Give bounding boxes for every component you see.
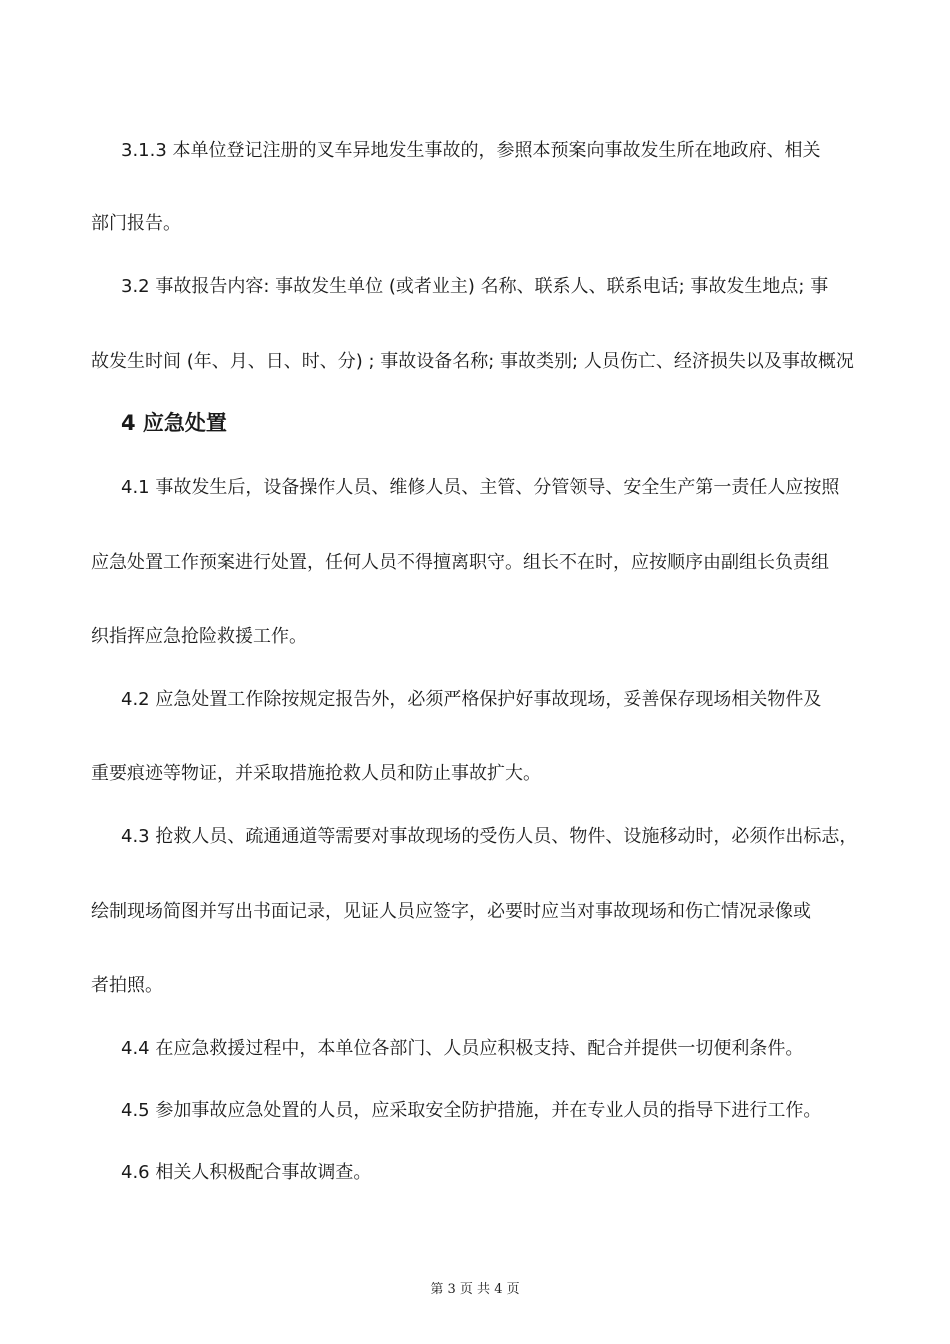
page-number-footer: 第 3 页 共 4 页 xyxy=(430,1282,520,1297)
paragraph-4-3-line-2: 绘制现场简图并写出书面记录，见证人员应签字，必要时应当对事故现场和伤亡情况录像或 xyxy=(91,901,811,922)
paragraph-4-2-line-2: 重要痕迹等物证，并采取措施抢救人员和防止事故扩大。 xyxy=(91,763,541,784)
paragraph-3-2-line-1: 3.2 事故报告内容: 事故发生单位 (或者业主) 名称、联系人、联系电话; 事故发生地点; 事 xyxy=(121,276,829,297)
paragraph-3-1-3-line-1: 3.1.3 本单位登记注册的叉车异地发生事故的，参照本预案向事故发生所在地政府、相关 xyxy=(121,140,821,161)
paragraph-4-5: 4.5 参加事故应急处置的人员，应采取安全防护措施，并在专业人员的指导下进行工作。 xyxy=(121,1100,822,1121)
paragraph-4-2-line-1: 4.2 应急处置工作除按规定报告外，必须严格保护好事故现场，妥善保存现场相关物件及 xyxy=(121,689,822,710)
paragraph-4-1-line-3: 织指挥应急抢险救援工作。 xyxy=(91,626,307,647)
paragraph-4-3-line-3: 者拍照。 xyxy=(91,975,163,996)
section-heading: 4 应急处置 xyxy=(121,411,227,435)
paragraph-4-1-line-2: 应急处置工作预案进行处置，任何人员不得擅离职守。组长不在时，应按顺序由副组长负责组 xyxy=(91,552,829,573)
paragraph-4-6: 4.6 相关人积极配合事故调查。 xyxy=(121,1162,372,1183)
paragraph-3-1-3-line-2: 部门报告。 xyxy=(91,213,181,234)
paragraph-4-4: 4.4 在应急救援过程中，本单位各部门、人员应积极支持、配合并提供一切便利条件。 xyxy=(121,1038,804,1059)
paragraph-4-3-line-1: 4.3 抢救人员、疏通通道等需要对事故现场的受伤人员、物件、设施移动时，必须作出标志， xyxy=(121,826,858,847)
paragraph-4-1-line-1: 4.1 事故发生后，设备操作人员、维修人员、主管、分管领导、安全生产第一责任人应按照 xyxy=(121,477,840,498)
paragraph-3-2-line-2: 故发生时间 (年、月、日、时、分) ; 事故设备名称; 事故类别; 人员伤亡、经济损失以及事故概况 xyxy=(91,351,854,372)
